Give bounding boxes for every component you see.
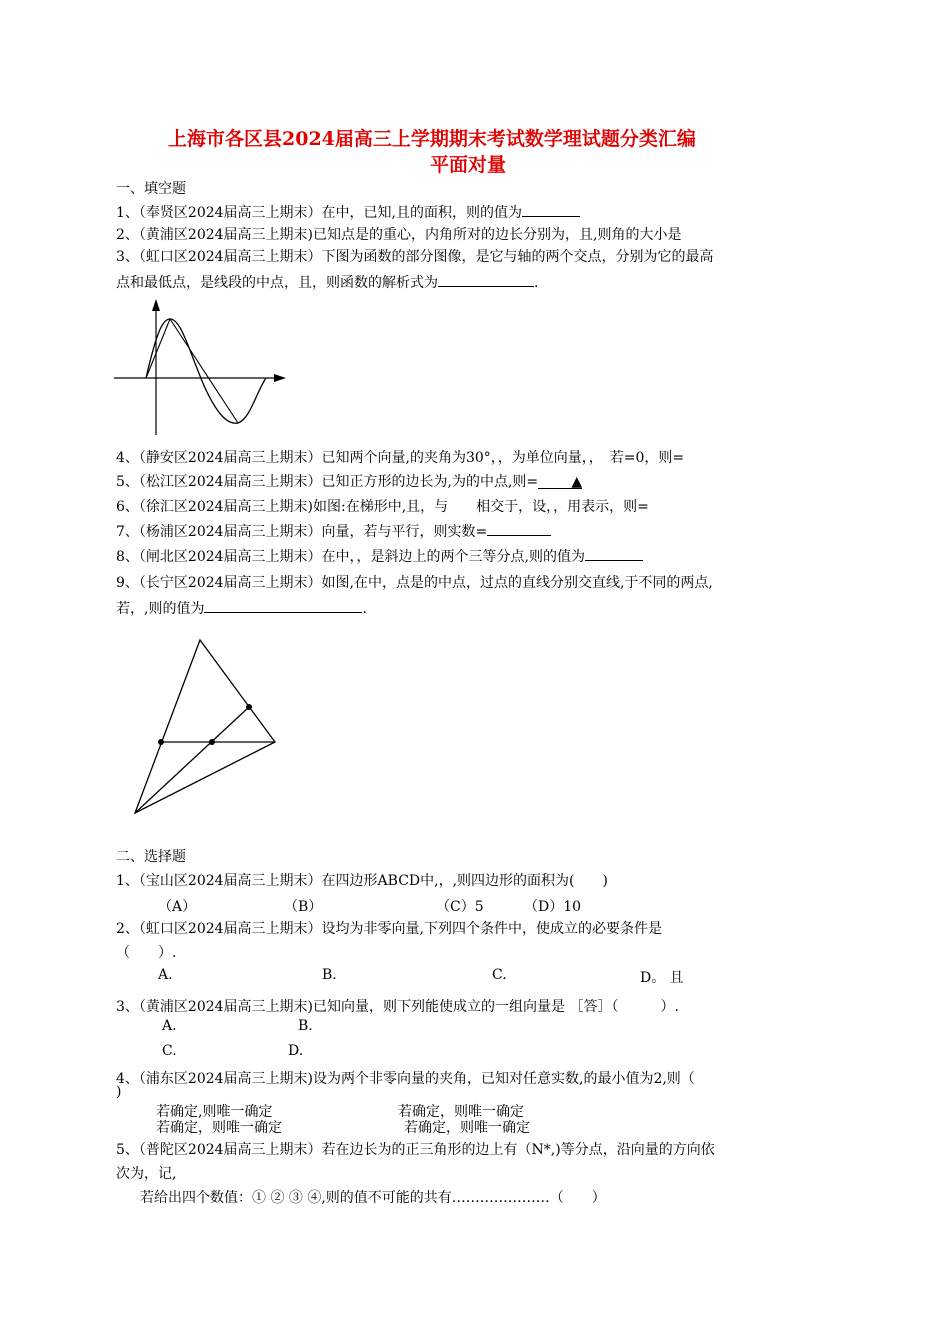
- option: A.: [158, 967, 173, 983]
- question-text: 若，,则的值为: [116, 601, 205, 617]
- question-text: 点和最低点，是线段的中点，且，则函数的解析式为: [116, 275, 438, 291]
- page-subtitle: 平面对量: [430, 154, 507, 176]
- question-text: 8、（闸北区2024届高三上期末）在中，，是斜边上的两个三等分点,则的值为: [116, 549, 585, 565]
- question-2-4b: ): [116, 1084, 122, 1100]
- answer-blank: [538, 474, 582, 489]
- point-marker: [158, 739, 164, 745]
- question-1-9a: 9、（长宁区2024届高三上期末）如图,在中，点是的中点，过点的直线分别交直线,于不同的两点,: [116, 575, 713, 591]
- answer-blank: [204, 598, 362, 613]
- option: A.: [162, 1018, 177, 1034]
- question-2-1: 1、（宝山区2024届高三上期末）在四边形ABCD中,，,则四边形的面积为( ): [116, 873, 608, 889]
- question-1-8: [116, 546, 643, 566]
- question-1-7: [116, 521, 551, 541]
- triangle-mark: ▲: [571, 474, 583, 490]
- option: （B）: [284, 899, 323, 915]
- question-1-6: 6、（徐汇区2024届高三上期末)如图:在梯形中,且，与 相交于，设，，用表示，则=: [116, 499, 649, 515]
- answer-blank: [438, 272, 534, 287]
- option: 若确定，则唯一确定: [404, 1120, 530, 1136]
- option: （A）: [158, 899, 197, 915]
- question-1-3b: [116, 272, 538, 292]
- question-1-1: [116, 202, 580, 222]
- option: C.: [162, 1043, 177, 1059]
- point-marker: [209, 739, 215, 745]
- option: （D）10: [524, 899, 582, 915]
- question-text-end: .: [362, 601, 367, 617]
- y-axis-arrow: [152, 299, 160, 311]
- option: 若确定，则唯一确定: [398, 1104, 524, 1120]
- x-axis-arrow: [274, 374, 286, 382]
- function-graph-figure: [110, 295, 290, 440]
- point-marker: [246, 704, 252, 710]
- option: D。 且: [640, 970, 684, 986]
- section-heading-choice: 二、选择题: [116, 849, 186, 865]
- option: D.: [288, 1043, 304, 1059]
- question-2-5a: 5、（普陀区2024届高三上期末）若在边长为的正三角形的边上有（N*,)等分点，沿向量的方向依: [116, 1142, 715, 1158]
- option: B.: [298, 1018, 313, 1034]
- triangle-outline: [135, 640, 275, 813]
- page-title: 上海市各区县2024届高三上学期期末考试数学理试题分类汇编: [168, 128, 696, 150]
- question-text-end: .: [534, 275, 539, 291]
- answer-blank: [585, 546, 643, 561]
- option: B.: [322, 967, 337, 983]
- answer-blank: [522, 202, 580, 217]
- question-1-3a: 3、（虹口区2024届高三上期末）下图为函数的部分图像，是它与轴的两个交点，分别为它的最高: [116, 249, 714, 265]
- answer-blank: [487, 521, 551, 536]
- option: 若确定，则唯一确定: [156, 1120, 282, 1136]
- question-1-2: 2、（黄浦区2024届高三上期末)已知点是的重心，内角所对的边长分别为，且,则角的大小是: [116, 227, 682, 243]
- question-text: 5、（松江区2024届高三上期末）已知正方形的边长为,为的中点,则=: [116, 474, 539, 490]
- option: 若确定,则唯一确定: [156, 1104, 273, 1120]
- question-2-5c: 若给出四个数值：① ② ③ ④,则的值不可能的共有…………………（ ）: [140, 1190, 606, 1206]
- question-2-3: 3、（黄浦区2024届高三上期末)已知向量，则下列能使成立的一组向量是 ［答］（ ）.: [116, 999, 679, 1015]
- secant-line: [135, 707, 249, 813]
- option: C.: [492, 967, 507, 983]
- question-2-2a: 2、（虹口区2024届高三上期末）设均为非零向量,下列四个条件中，使成立的必要条件是: [116, 921, 662, 937]
- question-1-4: 4、（静安区2024届高三上期末）已知两个向量,的夹角为30°，，为单位向量，， 若=0，则=: [116, 450, 685, 466]
- section-heading-fill: 一、填空题: [116, 181, 186, 197]
- question-text: 1、（奉贤区2024届高三上期末）在中，已知,且的面积，则的值为: [116, 205, 522, 221]
- question-2-2b: （ ）.: [116, 945, 177, 961]
- question-1-9b: [116, 598, 367, 618]
- chord-lines: [146, 319, 238, 423]
- question-1-5: [116, 471, 582, 491]
- question-2-4a: 4、（浦东区2024届高三上期末)设为两个非零向量的夹角，已知对任意实数,的最小值为2,则（: [116, 1071, 695, 1087]
- question-text: 7、（杨浦区2024届高三上期末）向量，若与平行，则实数=: [116, 524, 488, 540]
- option: （C）5: [436, 899, 484, 915]
- question-2-5b: 次为，记,: [116, 1166, 177, 1182]
- triangle-figure: [125, 635, 285, 820]
